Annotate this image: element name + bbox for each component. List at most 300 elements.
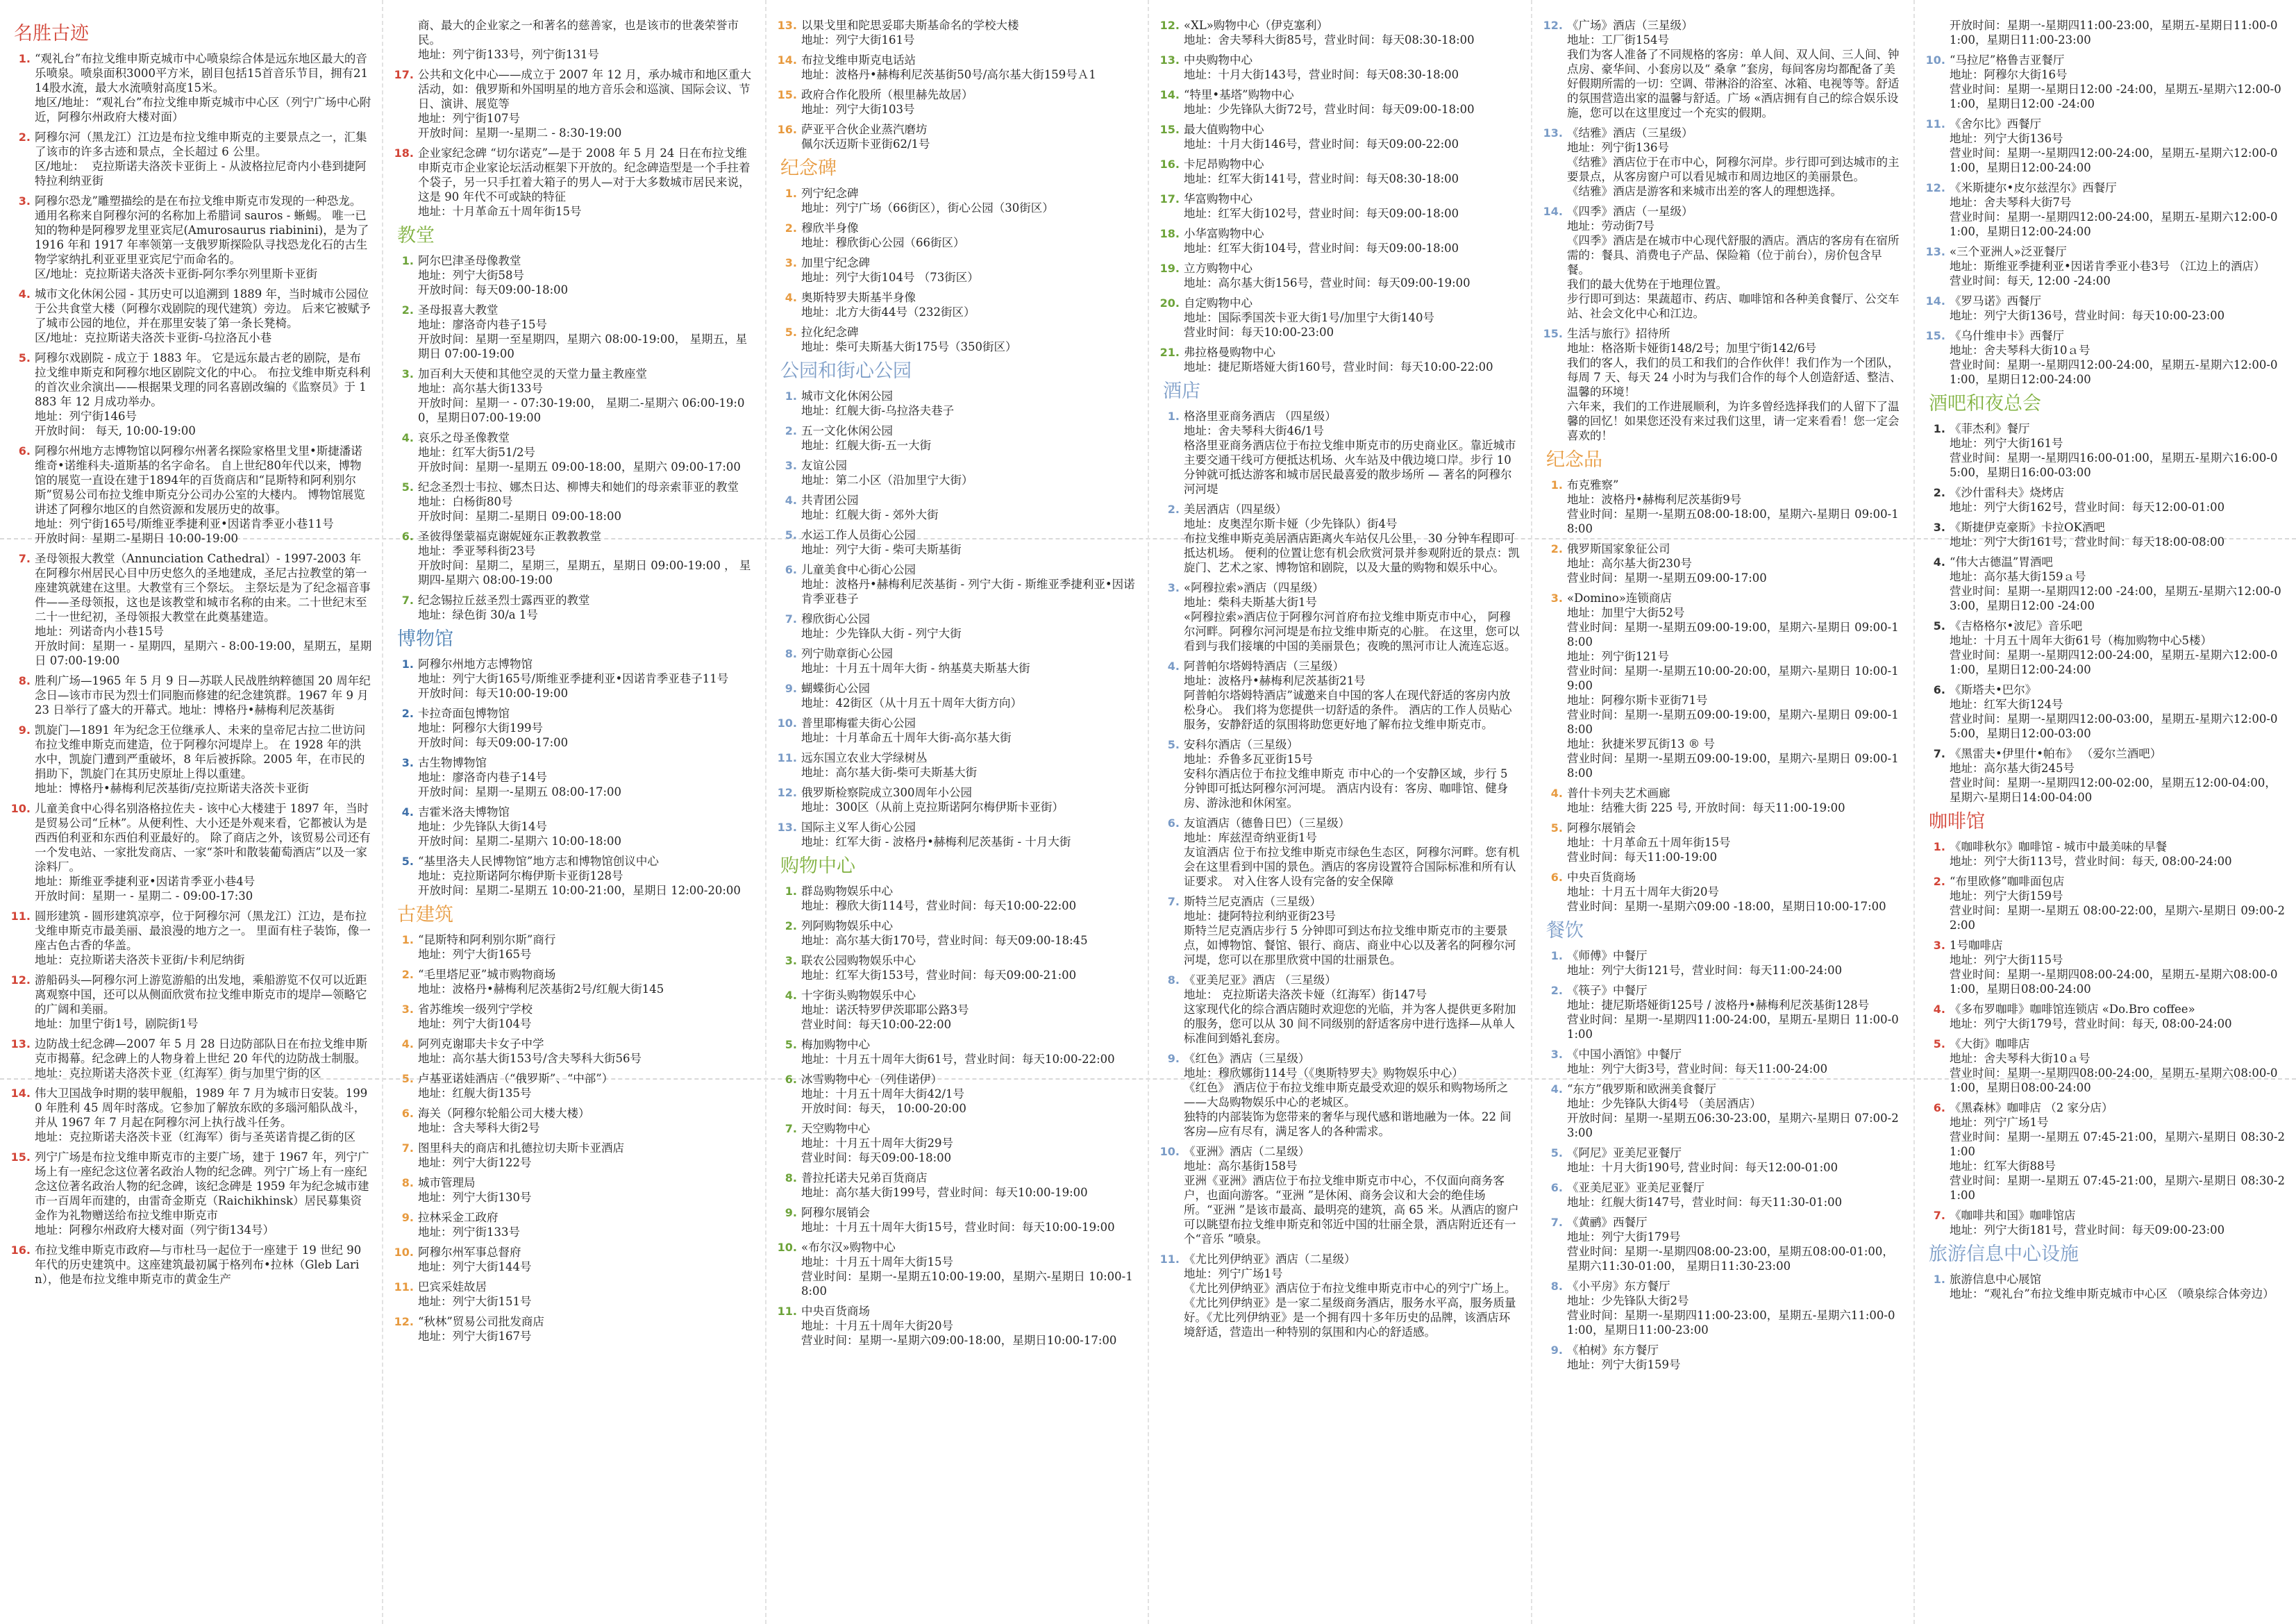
- item-text: «阿穆拉索»酒店（四星级） 地址：柴科夫斯基大街1号 «阿穆拉索»酒店位于阿穆尔河首府布拉戈维申斯克市中心， 阿穆尔河畔。阿穆尔河河堤是布拉戈维申斯克的心脏。 在这里，您可以看到与我们接壤的中国的美丽景色；夜晚的黑河市让人流连忘返。: [1184, 581, 1520, 653]
- item-text: 阿穆尔州地方志博物馆以阿穆尔州著名探险家格里戈里•斯捷潘诺维奇•诺维科夫-道斯基的名字命名。 自上世纪80年代以来，博物馆的展览一直设在建于1894年的百货商店和“昆斯特和阿利别尔斯”贸易公司布拉戈维申斯克分公司办公室的大楼内。 博物馆展览讲述了阿穆尔地区的自然资源和发展历史的故事。 地址：列宁街165号/斯维亚季捷利亚•因诺肯季亚小巷11号 开放时间：星期二-星期日 10:00-19:00: [35, 444, 365, 545]
- list-item: [776, 953, 1139, 982]
- item-number: 12.: [1543, 19, 1563, 32]
- item-text: 布拉戈维申斯克市政府—与市杜马一起位于一座建于 19 世纪 90 年代的历史建筑中。这座建筑最初属于格列布•拉林（Gleb Larin），他是布拉戈维申斯克市的黄金生产: [35, 1244, 365, 1286]
- item-number: 16.: [1159, 158, 1180, 171]
- item-text: 以果戈里和陀思妥耶夫斯基命名的学校大楼 地址：列宁大街161号: [801, 19, 1019, 47]
- list-item: [776, 716, 1139, 745]
- item-number: 2.: [401, 303, 414, 317]
- list-item: [10, 723, 372, 796]
- list-item: [393, 18, 755, 62]
- item-number: 6.: [785, 1073, 797, 1086]
- item-text: 《亚美尼亚》酒店 （三星级） 地址： 克拉斯诺夫洛茨卡娅（红海军）街147号 这家现代化的综合酒店随时欢迎您的光临，并为客人提供更多附加的服务，您可以从 30 间不同级别的舒适客房中进行选择—从单人标准间到婚礼套房。: [1184, 973, 1516, 1045]
- list-item: [393, 755, 755, 799]
- list-item: [776, 389, 1139, 418]
- list-item: [1925, 1100, 2287, 1203]
- list-item: [776, 493, 1139, 522]
- list-item: [1159, 1252, 1521, 1339]
- list-item: [1159, 18, 1521, 47]
- item-text: 阿列克谢耶夫卡女子中学 地址：高尔基大街153号/含夫琴科大街56号: [418, 1037, 642, 1065]
- item-number: 9.: [785, 1206, 797, 1219]
- list-item: [1925, 117, 2287, 175]
- list-item: [1925, 874, 2287, 932]
- item-number: 11.: [1159, 1253, 1180, 1266]
- item-text: 《菲杰利》餐厅 地址：列宁大街161号 营业时间：星期一-星期四16:00-01:00，星期五-星期六16:00-05:00，星期日16:00-03:00: [1950, 422, 2278, 479]
- item-number: 2.: [1550, 984, 1563, 997]
- item-number: 3.: [401, 367, 414, 380]
- item-text: 城市管理局 地址：列宁大街130号: [418, 1176, 532, 1204]
- item-text: 冰雪购物中心 （列佳诺伊） 地址：十月五十周年大街42/1号 开放时间：每天， 10:00-20:00: [801, 1073, 966, 1115]
- section-heading: 古建筑: [397, 904, 453, 926]
- item-text: 最大值购物中心 地址：十月大街146号，营业时间：每天09:00-22:00: [1184, 123, 1459, 151]
- list-item: [776, 87, 1139, 117]
- item-number: 12.: [777, 786, 797, 799]
- item-number: 8.: [1167, 973, 1180, 987]
- list-item: [10, 1243, 372, 1287]
- item-text: 《黄鹂》西餐厅 地址：列宁大街179号 营业时间：星期一-星期四08:00-23:00，星期五08:00-01:00，星期六11:30-01:00， 星期日11:30-23:00: [1567, 1216, 1894, 1273]
- item-text: 边防战士纪念碑—2007 年 5 月 28 日边防部队日在布拉戈维申斯克市揭幕。纪念碑上的人物身着上世纪 20 年代的边防战士制服。 地址：克拉斯诺夫洛茨卡亚（红海军）街与加里宁街的区: [35, 1037, 368, 1080]
- item-text: 企业家纪念碑 “切尔诺克”—是于 2008 年 5 月 24 日在布拉戈维申斯克市企业家论坛活动框架下开放的。纪念碑造型是一个手拄着个袋子，另一只手扛着大箱子的男人—对于大多数城市居民来说，这是 90 年代不可或缺的特征 地址：十月革命五十周年街15号: [418, 147, 751, 218]
- list-item: [1542, 542, 1904, 585]
- item-number: [393, 18, 418, 62]
- list-item: [1542, 1146, 1904, 1175]
- list-item: [1925, 1272, 2287, 1301]
- item-number: 5.: [1550, 821, 1563, 835]
- list-item: [1925, 244, 2287, 288]
- item-number: 15.: [777, 88, 797, 101]
- item-number: 10.: [777, 717, 797, 730]
- list-item: [10, 1037, 372, 1080]
- section-heading: 餐饮: [1546, 920, 1584, 941]
- item-number: 3.: [1550, 592, 1563, 605]
- item-text: 开放时间：星期一-星期四11:00-23:00，星期五-星期日11:00-01:00，星期日11:00-23:00: [1950, 19, 2278, 47]
- fold-line-3: [1148, 0, 1149, 1624]
- list-item: [10, 130, 372, 188]
- list-item: [1542, 1082, 1904, 1140]
- item-text: 群岛购物娱乐中心 地址：穆欣大街114号，营业时间：每天10:00-22:00: [801, 885, 1077, 912]
- section-heading: 纪念碑: [780, 158, 837, 179]
- item-number: 9.: [401, 1211, 414, 1224]
- item-text: 纪念锡拉丘兹圣烈士露西亚的教堂 地址：绿色街 30/а 1号: [418, 594, 590, 621]
- item-text: 加里宁纪念碑 地址：列宁大街104号 （73街区）: [801, 256, 979, 284]
- list-item: [393, 932, 755, 962]
- item-number: 4.: [1550, 1082, 1563, 1096]
- section-heading: 咖啡馆: [1929, 811, 1985, 832]
- list-item: [1542, 326, 1904, 443]
- item-number: 13.: [1543, 126, 1563, 140]
- item-text: 海关（阿穆尔轮船公司大楼大楼） 地址：含夫琴科大街2号: [418, 1107, 590, 1135]
- item-text: “东方”俄罗斯和欧洲美食餐厅 地址：少先锋队大街4号 （美居酒店） 开放时间：星期一-星期五06:30-23:00，星期六-星期日 07:00-23:00: [1567, 1082, 1899, 1139]
- item-number: 4.: [785, 291, 797, 304]
- item-text: 列宁勋章街心公园 地址：十月五十周年大街 - 纳基莫夫斯基大街: [801, 647, 1030, 675]
- item-text: 省苏维埃一级列宁学校 地址：列宁大街104号: [418, 1003, 533, 1030]
- item-text: 中央百货商场 地址：十月五十周年大街20号 营业时间：星期一-星期六09:00 -18:00，星期日10:00-17:00: [1567, 871, 1886, 913]
- list-item: [776, 919, 1139, 948]
- item-text: 阿穆尔河（黑龙江）江边是布拉戈维申斯克的主要景点之一，汇集了该市的许多古迹和景点，全长超过 6 公里。 区/地址： 克拉斯诺夫洛茨卡亚街上 - 从波格拉尼奇内小巷到捷阿特拉利纳亚街: [35, 131, 367, 187]
- list-item: [393, 253, 755, 297]
- item-number: 5.: [1933, 619, 1945, 633]
- list-item: [393, 854, 755, 898]
- fold-line-5: [1913, 0, 1915, 1624]
- item-text: 小华富购物中心 地址：红军大街104号，营业时间：每天09:00-18:00: [1184, 227, 1459, 255]
- item-number: 7.: [1167, 895, 1180, 908]
- item-number: 1.: [401, 254, 414, 267]
- item-text: 列阿购物娱乐中心 地址：高尔基大街170号，营业时间：每天09:00-18:45: [801, 919, 1088, 947]
- list-item: [1159, 737, 1521, 810]
- list-item: [776, 1072, 1139, 1116]
- item-number: 1.: [785, 885, 797, 898]
- item-text: 《沙什雷科夫》烧烤店 地址：列宁大街162号，营业时间：每天12:00-01:00: [1950, 486, 2225, 514]
- item-number: 5.: [401, 855, 414, 868]
- item-number: 2.: [785, 919, 797, 932]
- list-item: [393, 529, 755, 587]
- list-item: [393, 1106, 755, 1135]
- item-number: 4.: [18, 287, 31, 301]
- item-number: 13.: [1159, 53, 1180, 67]
- list-item: [393, 593, 755, 622]
- list-item: [393, 1175, 755, 1205]
- section-heading: 旅游信息中心设施: [1929, 1244, 2079, 1265]
- list-item: [393, 706, 755, 750]
- list-item: [1159, 409, 1521, 496]
- list-item: [1925, 294, 2287, 323]
- column-2: [393, 18, 755, 1618]
- item-number: 2.: [1550, 542, 1563, 555]
- section-heading: 购物中心: [780, 855, 855, 877]
- item-text: “毛里塔尼亚”城市购物商场 地址：波格丹•赫梅利尼茨基街2号/红舰大街145: [418, 968, 664, 996]
- item-number: 7.: [18, 552, 31, 565]
- item-number: 3.: [1550, 1048, 1563, 1061]
- list-item: [10, 673, 372, 717]
- item-text: 《舍尔比》西餐厅 地址：列宁大街136号 营业时间：星期一-星期四12:00-24:00，星期五-星期六12:00-01:00，星期日12:00-24:00: [1950, 117, 2278, 174]
- item-text: 美居酒店（四星级） 地址：皮奥涅尔斯卡娅（少先锋队）街4号 布拉戈维申斯克美居酒店距离火车站仅几公里， 30 分钟车程即可抵达机场。 便利的位置让您有机会欣赏河景并参观附近的景点：凯旋门、艺术之家、博物馆和剧院，以及大量的购物和娱乐中心。: [1184, 503, 1520, 574]
- item-text: 十字街头购物娱乐中心 地址：诺沃特罗伊茨耶耶公路3号 营业时间：每天10:00-22:00: [801, 989, 969, 1031]
- item-number: 5.: [401, 480, 414, 494]
- list-item: [1925, 1037, 2287, 1095]
- item-number: 14.: [1925, 294, 1945, 308]
- item-text: 《米斯捷尔•皮尔兹涅尔》西餐厅 地址：舍夫琴科大街7号 营业时间：星期一-星期四12:00-24:00，星期五-星期六12:00-01:00，星期日12:00-24:00: [1950, 181, 2278, 238]
- item-number: 3.: [401, 756, 414, 769]
- item-text: 立方购物中心 地址：高尔基大街156号，营业时间：每天09:00-19:00: [1184, 262, 1470, 290]
- list-item: [393, 67, 755, 140]
- item-text: 自定购物中心 地址：国际季国茨卡亚大街1号/加里宁大街140号 营业时间：每天10:00-23:00: [1184, 296, 1435, 339]
- item-text: 阿穆尔州军事总督府 地址：列宁大街144号: [418, 1246, 532, 1273]
- list-item: [1542, 1180, 1904, 1209]
- item-text: 水运工作人员街心公园 地址：列宁大街 - 柴可夫斯基街: [801, 528, 962, 556]
- item-number: 10.: [777, 1241, 797, 1254]
- item-number: 20.: [1159, 296, 1180, 310]
- item-text: «XL»购物中心（伊克塞利） 地址：舍夫琴科大街85号，营业时间：每天08:30-18:00: [1184, 19, 1475, 47]
- item-number: 1.: [18, 52, 31, 65]
- item-number: 9.: [1167, 1052, 1180, 1065]
- item-text: 《中国小酒馆》中餐厅 地址：列宁大街3号，营业时间：每天11:00-24:00: [1567, 1048, 1828, 1075]
- item-text: «布尔汉»购物中心 地址：十月五十周年大街15号 营业时间：星期一-星期五10:00-19:00，星期六-星期日 10:00-18:00: [801, 1241, 1133, 1298]
- item-text: 《四季》酒店（一星级） 地址：劳动街7号 《四季》酒店是在城市中心现代舒服的酒店。酒店的客房有在宿所需的：餐具、消费电子产品、保险箱（位于前台），房价包含早餐。 我们的最大优势在于地理位置。 步行即可到达：果蔬超市、药店、咖啡馆和各种美食餐厅、公交车站、社会文化中心和江边。: [1567, 205, 1900, 320]
- item-number: [1925, 18, 1950, 47]
- list-item: [1925, 683, 2287, 741]
- list-item: [1925, 1208, 2287, 1237]
- list-item: [10, 551, 372, 668]
- list-item: [776, 785, 1139, 814]
- list-item: [393, 805, 755, 848]
- item-number: 2.: [1167, 503, 1180, 516]
- list-item: [776, 612, 1139, 641]
- list-item: [1542, 821, 1904, 864]
- item-number: 7.: [785, 612, 797, 626]
- item-number: 6.: [785, 563, 797, 576]
- item-number: 14.: [777, 53, 797, 67]
- item-number: 7.: [785, 1122, 797, 1135]
- item-number: 5.: [785, 326, 797, 339]
- item-number: 5.: [785, 528, 797, 542]
- list-item: [1542, 983, 1904, 1041]
- item-number: 5.: [18, 351, 31, 365]
- section-heading: 教堂: [397, 225, 435, 246]
- item-text: 古生物博物馆 地址：廖洛奇内巷子14号 开放时间：星期一-星期五 08:00-17:00: [418, 756, 621, 798]
- item-text: 五一文化休闲公园 地址：红舰大街-五一大街: [801, 424, 932, 452]
- item-text: 《咖啡秋尔》咖啡馆 - 城市中最美味的早餐 地址：列宁大街113号，营业时间：每天, 08:00-24:00: [1950, 840, 2232, 868]
- item-text: 《红色》酒店（三星级） 地址：穆欣娜街114号（《奥斯特罗夫》购物娱乐中心） 《红色》 酒店位于布拉戈维申斯克最受欢迎的娱乐和购物场所之——大岛购物娱乐中心的老城区。 独特的内部装饰为您带来的奢华与现代感和谐地融为一体。22 间客房—应有尽有，满足客人的各种需求。: [1184, 1052, 1511, 1138]
- item-text: 萨亚平合伙企业蒸汽磨坊 佩尔沃迈斯卡亚街62/1号: [801, 123, 930, 151]
- item-text: 凯旋门—1891 年为纪念王位继承人、未来的皇帝尼古拉二世访问布拉戈维申斯克而建造，位于阿穆尔河堤岸上。 在 1928 年的洪水中，凯旋门遭到严重破坏，8 年后被拆除。2005 年，在市民的捐助下，凯旋门在其历史原址上得以重建。 地址：博格丹•赫梅利尼茨基街/克拉斯诺夫洛茨卡亚街: [35, 723, 366, 795]
- item-number: 7.: [1933, 1209, 1945, 1222]
- list-item: [393, 1141, 755, 1170]
- item-number: 13.: [1925, 245, 1945, 258]
- item-number: 2.: [18, 131, 31, 144]
- column-6: [1925, 18, 2287, 1618]
- item-text: 《亚美尼亚》亚美尼亚餐厅 地址：红舰大街147号，营业时间：每天11:30-01:00: [1567, 1181, 1843, 1209]
- list-item: [10, 351, 372, 438]
- list-item: [1159, 659, 1521, 732]
- item-text: 公共和文化中心——成立于 2007 年 12 月，承办城市和地区重大活动，如：俄罗斯和外国明星的地方音乐会和巡演、国际会议、节日、演讲、展览等 地址：列宁街107号 开放时间：星期一-星期二 - 8:30-19:00: [418, 68, 751, 140]
- item-text: 格洛里亚商务酒店 （四星级） 地址：舍夫琴科大街46/1号 格洛里亚商务酒店位于布拉戈维申斯克市的历史商业区。靠近城市主要交通干线可方便抵达机场、火车站及中俄边境口岸。步行 10 分钟就可抵达游客和城市居民最喜爱的散步场所 — 著名的阿穆尔河河堤: [1184, 410, 1516, 496]
- item-text: 圣彼得堡蒙福克谢妮娅东正教教教堂 地址：季亚琴科街23号 开放时间：星期二，星期三，星期五，星期日 09:00-19:00 ， 星期四-星期六 08:00-19:00: [418, 530, 751, 587]
- list-item: [1925, 421, 2287, 480]
- item-text: 《乌什维申卡》西餐厅 地址：舍夫琴科大街10ａ号 营业时间：星期一-星期四12:00-24:00，星期五-星期六12:00-01:00，星期日12:00-24:00: [1950, 329, 2278, 386]
- item-text: 《罗马诺》西餐厅 地址：列宁大街136号，营业时间：每天10:00-23:00: [1950, 294, 2225, 322]
- list-item: [1542, 786, 1904, 815]
- item-text: 旅游信息中心展馆 地址：“观礼台”布拉戈维申斯克城市中心区 （喷泉综合体旁边）: [1950, 1273, 2274, 1300]
- item-text: 华富购物中心 地址：红军大街102号，营业时间：每天09:00-18:00: [1184, 192, 1459, 220]
- item-number: 5.: [1167, 738, 1180, 751]
- list-item: [10, 444, 372, 546]
- list-item: [10, 1150, 372, 1237]
- item-number: 1.: [1167, 410, 1180, 423]
- item-number: 6.: [1550, 1181, 1563, 1194]
- item-text: 伟大卫国战争时期的装甲舰船，1989 年 7 月为城市日安装。1990 年胜利 45 周年时落成。它参加了解放东欧的多瑙河船队战斗，并从 1967 年 7 月起在阿穆尔河上执行战斗任务。 地址：克拉斯诺夫洛茨卡亚（红海军）街与圣英诺肯提乙街的区: [35, 1087, 368, 1144]
- item-text: 阿穆尔展销会 地址：十月革命五十周年街15号 营业时间：每天11:00-19:00: [1567, 821, 1731, 864]
- item-number: 4.: [401, 805, 414, 819]
- item-number: 15.: [10, 1150, 31, 1164]
- item-text: 圆形建筑 - 圆形建筑凉亭，位于阿穆尔河（黑龙江）江边，是布拉戈维申斯克市最美丽、最浪漫的地方之一。 里面有柱子装饰，像一座古色古香的华盖。 地址：克拉斯诺夫洛茨卡亚街/卡利尼纳街: [35, 910, 371, 966]
- item-text: “特里•基塔”购物中心 地址：少先锋队大街72号，营业时间：每天09:00-18:00: [1184, 88, 1475, 116]
- item-number: 14.: [1543, 205, 1563, 218]
- item-text: 哀乐之母圣像教堂 地址：红军大街51/2号 开放时间：星期一-星期五 09:00-18:00，星期六 09:00-17:00: [418, 431, 741, 474]
- item-text: 《小平房》东方餐厅 地址：少先锋队大街2号 营业时间：星期一-星期四11:00-23:00，星期五-星期六11:00-01:00，星期日11:00-23:00: [1567, 1280, 1895, 1337]
- list-item: [1159, 226, 1521, 256]
- item-number: 14.: [1159, 88, 1180, 101]
- item-number: 11.: [777, 1305, 797, 1318]
- item-number: 4.: [1167, 660, 1180, 673]
- list-item: [776, 988, 1139, 1032]
- list-item: [1159, 261, 1521, 290]
- item-text: “马拉尼”格鲁吉亚餐厅 地址：阿穆尔大街16号 营业时间：星期一-星期日12:00 -24:00，星期五-星期六12:00-01:00，星期日12:00 -24:00: [1950, 53, 2281, 110]
- item-number: 12.: [394, 1315, 414, 1328]
- item-number: 5.: [401, 1072, 414, 1085]
- item-text: 《柏树》东方餐厅 地址：列宁大街159号: [1567, 1343, 1681, 1371]
- list-item: [1159, 1051, 1521, 1139]
- list-item: [776, 458, 1139, 487]
- item-text: 城市文化休闲公园 - 其历史可以追溯到 1889 年，当时城市公园位于公共食堂大楼（阿穆尔戏剧院的现代建筑）旁边。 后来它被赋予了城市公园的地位，并在那里安装了第一条长凳椅。 区/地址：克拉斯诺夫洛茨卡亚街-乌拉洛瓦小巷: [35, 287, 371, 344]
- list-item: [776, 884, 1139, 913]
- list-item: [776, 681, 1139, 710]
- item-text: 《广场》酒店（三星级） 地址：工厂街154号 我们为客人准备了不同规格的客房：单人间、双人间、三人间、钟点房、豪华间、小套房以及“ 桑拿 ”套房，每间客房均都配备了美好假期所需的一切：空调、带淋浴的浴室、冰箱、电视等等。舒适的氛围营造出家的温馨与舒适。广场 «酒店拥有自己的综合娱乐设施，您可以在这里度过一个充实的假期。: [1567, 19, 1900, 119]
- list-item: [1159, 580, 1521, 653]
- item-number: 16.: [777, 123, 797, 136]
- item-text: 蝴蝶街心公园 地址：42街区（从十月五十周年大街方向）: [801, 682, 1022, 710]
- item-text: 商、最大的企业家之一和著名的慈善家，也是该市的世袭荣誉市民。 地址：列宁街133号，列宁街131号: [418, 19, 739, 61]
- item-text: 阿穆尔恐龙”雕塑描绘的是在布拉戈维申斯克市发现的一种恐龙。 通用名称来自阿穆尔河的名称加上希腊词 sauros - 蜥蜴。 唯一已知的物种是阿穆罗龙里亚宾尼(Amurosaurus riabinini)，是为了 1916 年和 1917 年率领第一支俄罗斯探险队寻找恐龙化石的古生物学家纳扎利亚亚里亚宾尼宁而命名的。 区/地址：克拉斯诺夫洛茨卡亚街-阿尔季尔列里斯卡亚街: [35, 194, 369, 281]
- item-text: 普里耶梅霍夫街心公园 地址：十月革命五十周年大街-高尔基大街: [801, 717, 1012, 744]
- item-number: 17.: [1159, 192, 1180, 206]
- item-text: 图里科夫的商店和扎德拉切夫斯卡亚酒店 地址：列宁大街122号: [418, 1141, 624, 1169]
- list-item: [1542, 18, 1904, 120]
- item-text: 《斯塔夫•巴尔》 地址：红军大街124号 营业时间：星期一-星期四12:00-03:00，星期五-星期六12:00-05:00，星期日12:00-03:00: [1950, 683, 2278, 740]
- item-text: 圣母报喜大教堂 地址：廖洛奇内巷子15号 开放时间：星期一至星期四，星期六 08:00-19:00， 星期五，星期日 07:00-19:00: [418, 303, 748, 360]
- item-number: 4.: [1550, 787, 1563, 800]
- fold-line-1: [382, 0, 383, 1624]
- item-number: 15.: [1925, 329, 1945, 342]
- item-number: 18.: [394, 147, 414, 160]
- item-number: 16.: [10, 1244, 31, 1257]
- item-text: 布拉戈维申斯克电话站 地址：波格丹•赫梅利尼茨基街50号/高尔基大街159号Ａ1: [801, 53, 1096, 81]
- item-number: 1.: [1550, 949, 1563, 962]
- item-number: 2.: [401, 707, 414, 720]
- item-text: “布里欧修”咖啡面包店 地址：列宁大街159号 营业时间：星期一-星期五 08:00-22:00，星期六-星期日 09:00-22:00: [1950, 875, 2285, 932]
- item-number: 12.: [1925, 181, 1945, 194]
- item-number: 4.: [1933, 1003, 1945, 1016]
- list-item: [776, 18, 1139, 47]
- list-item: [776, 820, 1139, 849]
- list-item: [1159, 192, 1521, 221]
- list-item: [1159, 122, 1521, 151]
- list-item: [1925, 1002, 2287, 1031]
- item-number: 19.: [1159, 262, 1180, 275]
- item-number: 10.: [10, 802, 31, 815]
- item-number: 10.: [394, 1246, 414, 1259]
- item-number: 8.: [785, 1171, 797, 1184]
- list-item: [1925, 746, 2287, 805]
- list-item: [1542, 204, 1904, 321]
- list-item: [393, 367, 755, 425]
- item-number: 4.: [785, 494, 797, 507]
- list-item: [1542, 591, 1904, 780]
- item-text: 《黑森林》咖啡店 （2 家分店） 地址：列宁广场1号 营业时间：星期一-星期五 07:45-21:00，星期六-星期日 08:30-21:00 地址：红军大街88号 营业时间：星期一-星期五 07:45-21:00，星期六-星期日 08:30-21:00: [1950, 1101, 2285, 1202]
- fold-line-2: [765, 0, 766, 1624]
- list-item: [1925, 53, 2287, 111]
- list-item: [1159, 345, 1521, 374]
- list-item: [1542, 1215, 1904, 1273]
- list-item: [1159, 816, 1521, 889]
- item-number: 12.: [10, 973, 31, 987]
- item-number: 4.: [1933, 555, 1945, 569]
- item-number: 13.: [777, 19, 797, 32]
- list-item: [776, 751, 1139, 780]
- item-number: 6.: [1550, 871, 1563, 884]
- item-text: 安科尔酒店（三星级） 地址：乔鲁多瓦亚街15号 安科尔酒店位于布拉戈维申斯克 市中心的一个安静区域，步行 5 分钟即可抵达阿穆尔河河堤。 酒店内设有：客房、咖啡馆、健身房、游泳池和休闲室。: [1184, 738, 1509, 810]
- list-item: [776, 1171, 1139, 1200]
- item-text: 城市文化休闲公园 地址：红舰大街-乌拉洛夫巷子: [801, 390, 955, 417]
- item-number: 6.: [18, 444, 31, 458]
- item-text: 《多布罗咖啡》咖啡馆连锁店 «Do.Bro coffee» 地址：列宁大街179号，营业时间：每天, 08:00-24:00: [1950, 1003, 2232, 1030]
- item-number: 7.: [1550, 1216, 1563, 1229]
- item-number: 8.: [401, 1176, 414, 1189]
- item-number: 6.: [1933, 683, 1945, 696]
- item-text: 弗拉格曼购物中心 地址：捷尼斯塔娅大街160号，营业时间：每天10:00-22:00: [1184, 346, 1493, 374]
- item-number: 11.: [1925, 117, 1945, 131]
- item-number: 6.: [1933, 1101, 1945, 1114]
- item-number: 5.: [785, 1038, 797, 1051]
- item-number: 1.: [785, 390, 797, 403]
- list-item: [10, 909, 372, 967]
- list-item: [10, 194, 372, 281]
- item-text: 列宁纪念碑 地址：列宁广场（66街区），街心公园（30街区）: [801, 187, 1054, 215]
- item-number: 3.: [785, 256, 797, 269]
- list-item: [1159, 87, 1521, 117]
- item-number: 5.: [1550, 1146, 1563, 1160]
- list-item: [10, 51, 372, 124]
- column-4: [1159, 18, 1521, 1618]
- item-number: 14.: [10, 1087, 31, 1100]
- item-text: 天空购物中心 地址：十月五十周年大街29号 营业时间：每天09:00-18:00: [801, 1122, 953, 1164]
- item-text: 远东国立农业大学绿树丛 地址：高尔基大街-柴可夫斯基大街: [801, 751, 978, 779]
- item-text: 圣母领报大教堂（Annunciation Cathedral）- 1997-2003 年在阿穆尔州居民心目中历史悠久的圣地建成，圣尼古拉教堂的第一座建筑就建在这里。大教堂有三个祭坛。 主祭坛是为了纪念福音事件——圣母领报，这也是该教堂和城市名称的由来。二十世纪末至二十一世纪初，圣母领报大教堂在此奠基建造。 地址：列诺奇内小巷15号 开放时间：星期一 - 星期四，星期六 - 8:00-19:00，星期五，星期日 07:00-19:00: [35, 552, 372, 667]
- list-item: [1159, 53, 1521, 82]
- item-text: 布克雅察” 地址：波格丹•赫梅利尼茨基街9号 营业时间：星期一-星期五08:00-18:00，星期六-星期日 09:00-18:00: [1567, 478, 1899, 535]
- item-text: “秋林”贸易公司批发商店 地址：列宁大街167号: [418, 1315, 544, 1343]
- list-item: [1159, 157, 1521, 186]
- item-number: 3.: [1933, 521, 1945, 534]
- list-item: [776, 528, 1139, 557]
- list-item: [776, 186, 1139, 215]
- item-number: 6.: [401, 530, 414, 543]
- list-item: [393, 146, 755, 219]
- section-heading: 酒吧和夜总会: [1929, 393, 2041, 415]
- item-text: 儿童美食中心街心公园 地址：波格丹•赫梅利尼茨基街 - 列宁大街 - 斯维亚季捷利亚•因诺肯季亚巷子: [801, 563, 1135, 605]
- list-item: [1925, 839, 2287, 869]
- item-number: 7.: [401, 594, 414, 607]
- list-item: [776, 646, 1139, 676]
- list-item: [393, 1037, 755, 1066]
- item-number: 9.: [1550, 1343, 1563, 1357]
- list-item: [776, 256, 1139, 285]
- list-item: [393, 1002, 755, 1031]
- item-text: 加百利大天使和其他空灵的天堂力量主教座堂 地址：高尔基大街133号 开放时间：星期一 - 07:30-19:00， 星期二-星期六 06:00-19:00，星期日07:00-19:00: [418, 367, 745, 424]
- item-text: 《黑雷夫•伊里什•帕布》 （爱尔兰酒吧） 地址：高尔基大街245号 营业时间：星期一-星期四12:00-02:00，星期五12:00-04:00，星期六-星期日14:00-04:00: [1950, 747, 2277, 804]
- list-item: [776, 325, 1139, 354]
- item-text: 中央百货商场 地址：十月五十周年大街20号 营业时间：星期一-星期六09:00-18:00，星期日10:00-17:00: [801, 1305, 1117, 1347]
- item-text: 卡拉奇面包博物馆 地址：阿穆尔大街199号 开放时间：每天09:00-17:00: [418, 707, 569, 749]
- item-text: 阿穆尔戏剧院 - 成立于 1883 年。 它是远东最古老的剧院，是布拉戈维申斯克和阿穆尔地区剧院文化的中心。 布拉戈维申斯克科利的首次业余演出——根据果戈理的同名喜剧改编的《监察员》于 1883 年 12 月成功举办。 地址：列宁街146号 开放时间： 每天, 10:00-19:00: [35, 351, 371, 437]
- item-text: 巴宾采娃故居 地址：列宁大街151号: [418, 1280, 532, 1308]
- item-number: 1.: [1933, 422, 1945, 435]
- list-item: [393, 1071, 755, 1100]
- item-text: 吉霍米洛夫博物馆 地址：少先锋队大街14号 开放时间：星期二-星期六 10:00-18:00: [418, 805, 621, 848]
- list-item: [1542, 478, 1904, 536]
- item-number: 4.: [785, 989, 797, 1002]
- item-number: 10.: [1925, 53, 1945, 67]
- item-text: 胜利广场—1965 年 5 月 9 日—苏联人民战胜纳粹德国 20 周年纪念日—该市市民为烈士们同胞而修建的纪念建筑群。1967 年 9 月 23 日举行了盛大的开幕式。地址：博格丹•赫梅利尼茨基街: [35, 674, 372, 717]
- list-item: [1159, 894, 1521, 967]
